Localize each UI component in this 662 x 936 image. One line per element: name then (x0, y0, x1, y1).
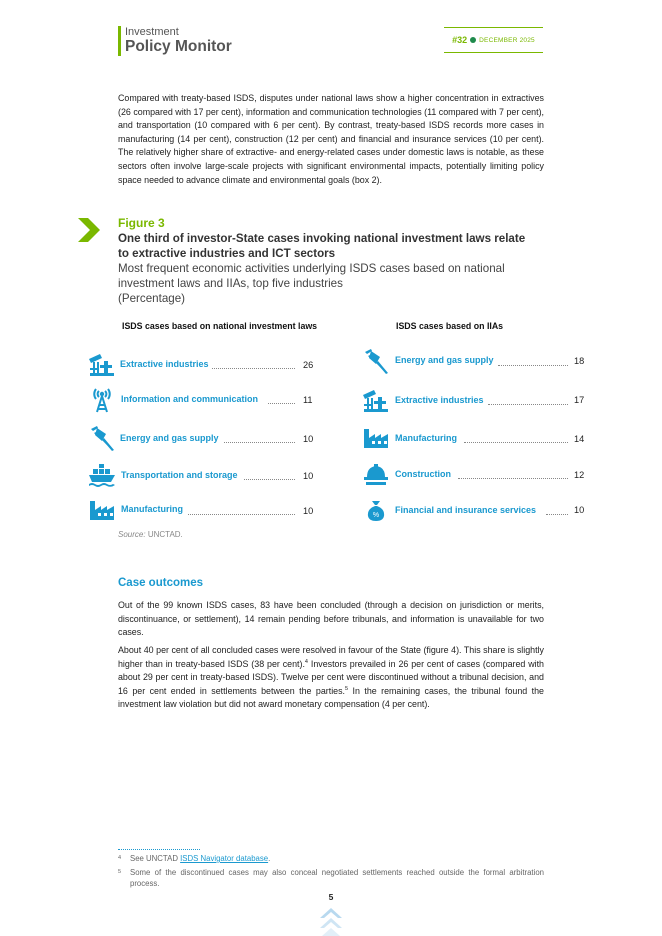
category-label: Financial and insurance services (395, 505, 537, 515)
footnote-text: Some of the discontinued cases may also conceal negotiated settlements reached outside the formal arbitration process. (130, 868, 544, 888)
antenna-icon (88, 385, 116, 413)
footnote-marker: 5 (118, 869, 122, 875)
category-value: 11 (303, 395, 313, 405)
category-value: 10 (303, 471, 314, 481)
section-heading: Case outcomes (118, 577, 204, 589)
factory-icon (88, 496, 116, 524)
category-label: Manufacturing (121, 504, 183, 514)
iia-row (362, 390, 592, 412)
leader-dots (268, 403, 295, 404)
footnote-text-run: See UNCTAD (130, 854, 181, 863)
text-run: In the remaining cases, the tribunal found the investment law violation but did not award monetary compensation (4 per cent). (118, 685, 544, 710)
category-label: Construction (395, 469, 451, 479)
oil-pump-icon (362, 386, 390, 414)
page-number: 5 (328, 892, 334, 902)
leader-dots (458, 478, 568, 479)
header-accent-bar (118, 26, 121, 56)
footnote-divider (118, 849, 200, 850)
cargo-ship-icon (88, 461, 116, 489)
figure-unit: (Percentage) (118, 292, 186, 305)
category-value: 17 (574, 395, 585, 405)
category-label: Transportation and storage (121, 470, 238, 480)
footnote-marker: 4 (118, 855, 122, 861)
text-run: Investors prevailed in 26 per cent of cases (compared with about 29 per cent in treaty-based ISDS). Twelve per cent were discontinued without a tribunal decision, and 16 per cent ended in settlements between the parties. (118, 658, 544, 696)
category-value: 14 (574, 434, 585, 444)
text-run: About 40 per cent of all concluded cases were resolved in favour of the State (figure 4). This share is slightly higher than in treaty-based ISDS (38 per cent). (118, 645, 544, 669)
category-value: 26 (303, 360, 314, 370)
leader-dots (188, 514, 295, 515)
leader-dots (244, 479, 295, 480)
svg-text:%: % (372, 512, 380, 519)
category-value: 10 (574, 505, 585, 515)
issue-date: DECEMBER 2025 (479, 36, 535, 44)
category-value: 18 (574, 356, 585, 366)
figure-title: One third of investor-State cases invoking national investment laws relate to extractive industries and ICT sectors (118, 232, 526, 260)
header-title: Policy Monitor (125, 38, 232, 55)
national-row (88, 354, 318, 376)
leader-dots (224, 442, 295, 443)
iia-row (362, 464, 592, 486)
footnote-ref-4[interactable]: 4 (304, 658, 308, 665)
iia-row (362, 351, 592, 373)
category-value: 12 (574, 470, 585, 480)
national-row (88, 428, 318, 450)
footnote-5 (118, 867, 544, 889)
leader-dots (464, 442, 568, 443)
national-row (88, 389, 318, 411)
power-plug-icon (88, 424, 116, 452)
source-value: UNCTAD. (147, 530, 183, 539)
factory-icon (362, 424, 390, 452)
column-header-national-laws: ISDS cases based on national investment laws (122, 321, 318, 331)
leader-dots (488, 404, 568, 405)
header-kicker: Investment (125, 26, 179, 38)
category-label: Information and communication (121, 394, 259, 404)
category-label: Energy and gas supply (120, 433, 219, 443)
issue-number: #32 (452, 35, 468, 45)
isds-navigator-link[interactable]: ISDS Navigator database (180, 854, 269, 863)
iia-row (362, 500, 592, 522)
footnote-text-run: . (268, 854, 271, 863)
intro-paragraph: Compared with treaty-based ISDS, disputes under national laws show a higher concentration in extractives (26 compared with 17 per cent), information and communication technologies (11 compared with 7 per cent), and transportation (10 compared with 6 per cent). By contrast, treaty-based ISDS records more cases in manufacturing (14 per cent), construction (12 per cent) and financial and insurance services (10 per cent). The relatively higher share of extractive- and energy-related cases under domestic laws is notable, as these sectors often involve large-scale projects with significant environmental impacts, potentially limiting policy space needed to advance climate and environmental goals (box 2). (118, 93, 544, 185)
category-value: 10 (303, 434, 314, 444)
footnote-ref-5[interactable]: 5 (345, 685, 349, 692)
chevron-right-icon (78, 218, 100, 242)
category-label: Extractive industries (395, 395, 484, 405)
category-label: Manufacturing (395, 433, 457, 443)
figure-label: Figure 3 (118, 216, 165, 230)
hard-hat-icon (362, 460, 390, 488)
category-label: Energy and gas supply (395, 355, 494, 365)
column-header-iias: ISDS cases based on IIAs (396, 321, 504, 331)
category-label: Extractive industries (120, 359, 209, 369)
issue-badge (444, 27, 543, 53)
figure-subtitle (118, 261, 538, 306)
scroll-up-icon[interactable] (318, 906, 344, 936)
footnote-4 (118, 853, 544, 864)
source-label: Source: (118, 530, 146, 539)
dot-icon (470, 37, 476, 43)
iia-row (362, 428, 592, 450)
footnote-text (130, 853, 544, 864)
power-plug-icon (362, 347, 390, 375)
leader-dots (498, 365, 568, 366)
outcomes-paragraph-1: Out of the 99 known ISDS cases, 83 have been concluded (through a decision on jurisdiction or merits, discontinuance, or settlement), 14 remain pending before tribunals, and information is unavailable for two cases. (118, 600, 544, 638)
figure-source (118, 530, 183, 539)
category-value: 10 (303, 506, 314, 516)
money-bag-icon (362, 496, 390, 524)
figure-subtitle-text: Most frequent economic activities underlying ISDS cases based on national investment laws and IIAs, top five industries (118, 262, 505, 290)
national-row (88, 500, 318, 522)
oil-pump-icon (88, 350, 116, 378)
leader-dots (206, 368, 295, 369)
leader-dots (546, 514, 568, 515)
outcomes-paragraph-2 (118, 644, 544, 712)
national-row (88, 465, 318, 487)
